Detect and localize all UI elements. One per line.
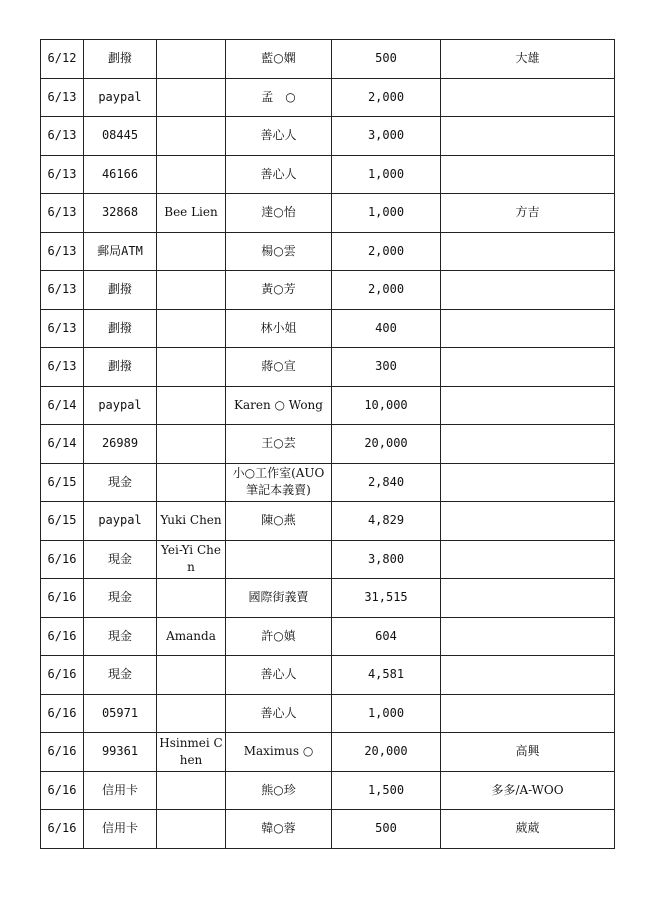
cell-method: 郵局ATM xyxy=(84,232,157,271)
cell-amount: 2,000 xyxy=(332,232,441,271)
cell-donor: 小○工作室(AUO筆記本義賣) xyxy=(226,463,332,502)
cell-name xyxy=(157,271,226,310)
cell-name: Amanda xyxy=(157,617,226,656)
cell-date: 6/13 xyxy=(41,78,84,117)
cell-note: 大雄 xyxy=(441,40,615,79)
cell-amount: 604 xyxy=(332,617,441,656)
cell-donor: 林小姐 xyxy=(226,309,332,348)
table-row xyxy=(41,502,615,541)
cell-donor: 黃○芳 xyxy=(226,271,332,310)
cell-method: 劃撥 xyxy=(84,348,157,387)
cell-note: 葳葳 xyxy=(441,810,615,849)
cell-donor: 許○嫃 xyxy=(226,617,332,656)
table-row xyxy=(41,425,615,464)
cell-name: Yuki Chen xyxy=(157,502,226,541)
cell-method: 99361 xyxy=(84,733,157,772)
cell-donor xyxy=(226,540,332,579)
cell-method: 劃撥 xyxy=(84,309,157,348)
cell-method: paypal xyxy=(84,502,157,541)
table-row xyxy=(41,271,615,310)
cell-name xyxy=(157,348,226,387)
cell-donor: 陳○燕 xyxy=(226,502,332,541)
cell-donor: 孟 ○ xyxy=(226,78,332,117)
cell-name xyxy=(157,579,226,618)
table-row xyxy=(41,579,615,618)
cell-amount: 1,000 xyxy=(332,194,441,233)
cell-amount: 1,000 xyxy=(332,155,441,194)
cell-donor: 韓○蓉 xyxy=(226,810,332,849)
cell-amount: 20,000 xyxy=(332,733,441,772)
cell-amount: 20,000 xyxy=(332,425,441,464)
cell-name xyxy=(157,309,226,348)
cell-date: 6/14 xyxy=(41,425,84,464)
cell-amount: 400 xyxy=(332,309,441,348)
cell-name xyxy=(157,810,226,849)
table-row xyxy=(41,771,615,810)
cell-donor: 達○怡 xyxy=(226,194,332,233)
cell-method: 現金 xyxy=(84,540,157,579)
cell-method: 信用卡 xyxy=(84,810,157,849)
cell-note xyxy=(441,271,615,310)
cell-amount: 31,515 xyxy=(332,579,441,618)
cell-note xyxy=(441,155,615,194)
cell-note xyxy=(441,425,615,464)
cell-donor: Karen ○ Wong xyxy=(226,386,332,425)
cell-note: 方吉 xyxy=(441,194,615,233)
table-row xyxy=(41,694,615,733)
table-row xyxy=(41,810,615,849)
cell-date: 6/15 xyxy=(41,463,84,502)
cell-amount: 500 xyxy=(332,810,441,849)
cell-name xyxy=(157,40,226,79)
cell-date: 6/13 xyxy=(41,309,84,348)
cell-amount: 4,829 xyxy=(332,502,441,541)
cell-date: 6/13 xyxy=(41,194,84,233)
cell-name xyxy=(157,155,226,194)
cell-donor: 國際街義賣 xyxy=(226,579,332,618)
table-row xyxy=(41,386,615,425)
cell-donor: 藍○嫻 xyxy=(226,40,332,79)
table-row xyxy=(41,617,615,656)
cell-date: 6/15 xyxy=(41,502,84,541)
cell-donor: 善心人 xyxy=(226,155,332,194)
cell-date: 6/13 xyxy=(41,232,84,271)
cell-date: 6/13 xyxy=(41,348,84,387)
table-row xyxy=(41,232,615,271)
cell-note xyxy=(441,348,615,387)
cell-date: 6/16 xyxy=(41,540,84,579)
cell-date: 6/16 xyxy=(41,617,84,656)
cell-date: 6/16 xyxy=(41,733,84,772)
cell-amount: 1,500 xyxy=(332,771,441,810)
cell-name: Bee Lien xyxy=(157,194,226,233)
cell-amount: 4,581 xyxy=(332,656,441,695)
cell-note: 多多/A-WOO xyxy=(441,771,615,810)
cell-name xyxy=(157,425,226,464)
cell-method: 現金 xyxy=(84,656,157,695)
cell-date: 6/13 xyxy=(41,117,84,156)
cell-method: 劃撥 xyxy=(84,40,157,79)
cell-date: 6/12 xyxy=(41,40,84,79)
cell-method: 現金 xyxy=(84,463,157,502)
cell-date: 6/13 xyxy=(41,271,84,310)
cell-donor: 王○芸 xyxy=(226,425,332,464)
cell-note xyxy=(441,502,615,541)
table-row xyxy=(41,78,615,117)
cell-method: 32868 xyxy=(84,194,157,233)
cell-note xyxy=(441,117,615,156)
cell-donor: 楊○雲 xyxy=(226,232,332,271)
cell-note xyxy=(441,309,615,348)
table-row xyxy=(41,117,615,156)
cell-note xyxy=(441,540,615,579)
cell-note xyxy=(441,78,615,117)
cell-name xyxy=(157,656,226,695)
cell-method: 46166 xyxy=(84,155,157,194)
cell-donor: Maximus ○ xyxy=(226,733,332,772)
cell-amount: 1,000 xyxy=(332,694,441,733)
cell-method: paypal xyxy=(84,386,157,425)
table-row xyxy=(41,40,615,79)
cell-note xyxy=(441,579,615,618)
table-row xyxy=(41,194,615,233)
cell-note xyxy=(441,694,615,733)
cell-date: 6/16 xyxy=(41,694,84,733)
donation-ledger-table xyxy=(40,39,615,849)
table-row xyxy=(41,656,615,695)
cell-name xyxy=(157,117,226,156)
table-row xyxy=(41,733,615,772)
cell-name xyxy=(157,386,226,425)
cell-name xyxy=(157,694,226,733)
cell-amount: 3,800 xyxy=(332,540,441,579)
cell-note xyxy=(441,463,615,502)
cell-date: 6/16 xyxy=(41,771,84,810)
cell-amount: 300 xyxy=(332,348,441,387)
cell-date: 6/16 xyxy=(41,656,84,695)
cell-method: 現金 xyxy=(84,617,157,656)
cell-method: 05971 xyxy=(84,694,157,733)
cell-date: 6/16 xyxy=(41,810,84,849)
cell-method: 信用卡 xyxy=(84,771,157,810)
cell-method: 08445 xyxy=(84,117,157,156)
cell-name: Hsinmei Chen xyxy=(157,733,226,772)
cell-amount: 2,000 xyxy=(332,78,441,117)
cell-amount: 2,840 xyxy=(332,463,441,502)
table-row xyxy=(41,348,615,387)
cell-donor: 善心人 xyxy=(226,656,332,695)
cell-donor: 蔣○宣 xyxy=(226,348,332,387)
cell-date: 6/13 xyxy=(41,155,84,194)
table-row xyxy=(41,309,615,348)
cell-note xyxy=(441,232,615,271)
cell-name xyxy=(157,78,226,117)
cell-name xyxy=(157,463,226,502)
cell-name xyxy=(157,771,226,810)
table-row xyxy=(41,463,615,502)
cell-method: paypal xyxy=(84,78,157,117)
cell-donor: 熊○珍 xyxy=(226,771,332,810)
cell-amount: 2,000 xyxy=(332,271,441,310)
cell-date: 6/16 xyxy=(41,579,84,618)
cell-amount: 500 xyxy=(332,40,441,79)
cell-donor: 善心人 xyxy=(226,694,332,733)
cell-name: Yei-Yi Chen xyxy=(157,540,226,579)
cell-method: 劃撥 xyxy=(84,271,157,310)
ledger-body xyxy=(41,40,615,849)
cell-note xyxy=(441,386,615,425)
table-row xyxy=(41,155,615,194)
cell-note: 高興 xyxy=(441,733,615,772)
cell-amount: 3,000 xyxy=(332,117,441,156)
cell-note xyxy=(441,617,615,656)
table-row xyxy=(41,540,615,579)
cell-donor: 善心人 xyxy=(226,117,332,156)
cell-amount: 10,000 xyxy=(332,386,441,425)
cell-date: 6/14 xyxy=(41,386,84,425)
cell-method: 26989 xyxy=(84,425,157,464)
cell-note xyxy=(441,656,615,695)
cell-method: 現金 xyxy=(84,579,157,618)
cell-name xyxy=(157,232,226,271)
